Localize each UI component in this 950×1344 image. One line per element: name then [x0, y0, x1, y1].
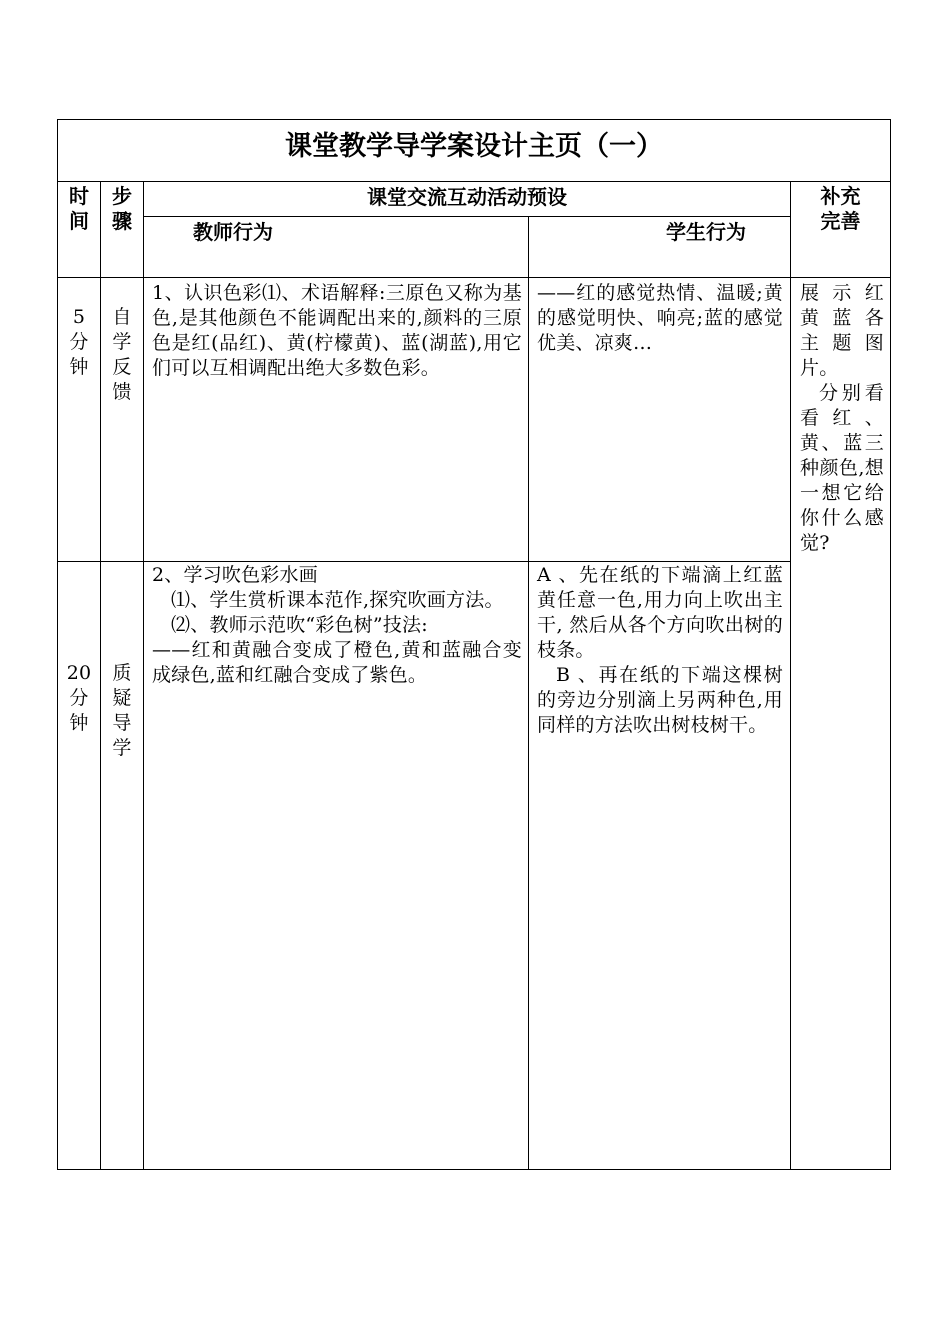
- row2-student-text: [537, 563, 783, 738]
- table-top-border: [57, 119, 891, 120]
- row2-teacher-para-3: ⑵、教师示范吹“彩色树”技法:: [171, 614, 428, 636]
- row-divider: [57, 561, 790, 562]
- header-step: 步 骤: [112, 184, 132, 233]
- header-supplement: 补充 完善: [820, 184, 861, 233]
- supplement-text: [800, 281, 884, 556]
- row2-student-para-2: B 、再在纸的下端这棵树的旁边分别滴上另两种色,用同样的方法吹出树枝树干。: [537, 664, 783, 736]
- activity-header-border: [143, 216, 790, 217]
- row1-student-text: [537, 281, 783, 356]
- row2-step: 质 疑 导 学: [112, 662, 132, 759]
- header-time: 时 间: [69, 184, 89, 233]
- table-left-border: [57, 119, 58, 1170]
- row1-teacher-para: 1、认识色彩⑴、术语解释:三原色又称为基色,是其他颜色不能调配出来的,颜料的三原色是红(品红)、黄(柠檬黄)、蓝(湖蓝),用它们可以互相调配出绝大多数色彩。: [152, 282, 522, 379]
- table-bottom-border: [57, 1169, 891, 1170]
- header-activity: 课堂交流互动活动预设: [367, 185, 567, 209]
- header-teacher: 教师行为: [193, 220, 273, 244]
- supplement-para-1: 展 示 红黄 蓝 各主 题 图片。: [800, 282, 884, 379]
- row2-student-para-1: A 、先在纸的下端滴上红蓝黄任意一色,用力向上吹出主干, 然后从各个方向吹出树的枝条。: [537, 564, 783, 661]
- page-title: 课堂教学导学案设计主页（一）: [285, 131, 663, 162]
- row1-step: 自 学 反 馈: [112, 306, 132, 403]
- row1-time: 5 分 钟: [69, 306, 89, 378]
- supplement-para-2: 分别看看红、黄、蓝三种颜色,想一想它给你什么感觉?: [800, 382, 884, 554]
- row2-time: 20 分 钟: [66, 662, 92, 734]
- table-right-border: [890, 119, 891, 1170]
- row2-teacher-para-4: ——红和黄融合变成了橙色,黄和蓝融合变成绿色,蓝和红融合变成了紫色。: [152, 639, 522, 686]
- row2-teacher-para-1: 2、学习吹色彩水画: [152, 564, 318, 586]
- header-bottom-border: [57, 277, 891, 278]
- teacher-student-divider: [528, 216, 529, 1170]
- row1-student-para: ——红的感觉热情、温暖;黄的感觉明快、响亮;蓝的感觉优美、凉爽…: [537, 282, 783, 354]
- row2-teacher-text: [152, 563, 522, 688]
- step-teacher-divider: [143, 181, 144, 1170]
- title-bottom-border: [57, 181, 891, 182]
- row1-teacher-text: [152, 281, 522, 381]
- student-supplement-divider: [790, 181, 791, 1170]
- row2-teacher-para-2: ⑴、学生赏析课本范作,探究吹画方法。: [171, 589, 504, 611]
- header-student: 学生行为: [666, 220, 746, 244]
